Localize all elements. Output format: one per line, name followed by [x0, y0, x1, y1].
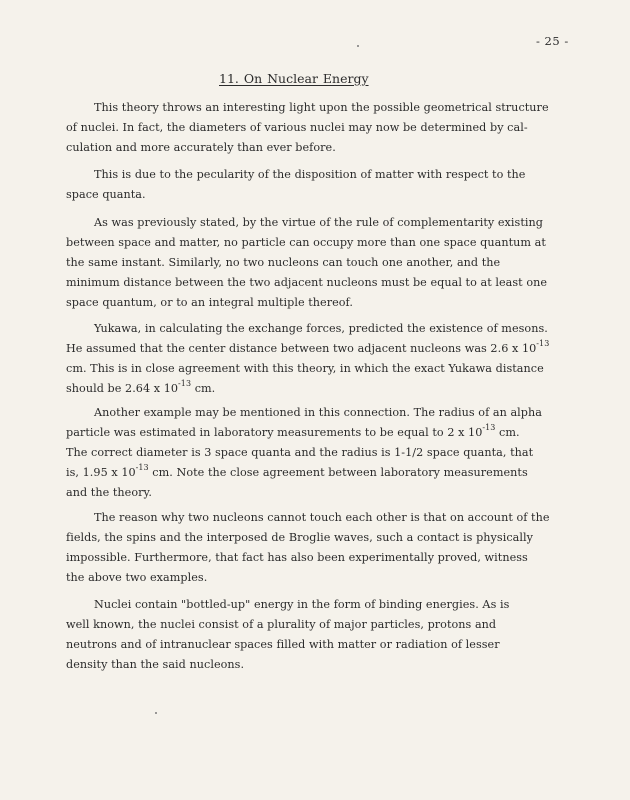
- paragraph-line: [66, 379, 574, 399]
- paragraph-line: minimum distance between the two adjacent nucleons must be equal to at least one: [66, 276, 548, 289]
- paragraph-line: Another example may be mentioned in this connection. The radius of an alpha: [94, 406, 542, 419]
- paragraph-line: well known, the nuclei consist of a plurality of major particles, protons and: [66, 618, 497, 631]
- paragraph-line: space quanta.: [66, 188, 146, 201]
- line-text: cm. Note the close agreement between laboratory measurements: [148, 466, 528, 479]
- paragraph-line: and the theory.: [66, 486, 153, 499]
- paragraph-line: the above two examples.: [66, 571, 208, 584]
- paragraph-line: culation and more accurately than ever before.: [66, 141, 336, 154]
- paragraph-line: This is due to the pecularity of the disposition of matter with respect to the: [94, 168, 526, 181]
- paragraph-line: Nuclei contain "bottled-up" energy in the form of binding energies. As is: [94, 598, 510, 611]
- paragraph-bottled-up-energy: [66, 595, 574, 675]
- line-text: He assumed that the center distance between two adjacent nucleons was 2.6 x 10: [66, 342, 537, 355]
- paragraph-alpha-particle: [66, 403, 574, 503]
- paragraph-line: cm. This is in close agreement with this theory, in which the exact Yukawa distance: [66, 362, 544, 375]
- paragraph-line: Yukawa, in calculating the exchange forces, predicted the existence of mesons.: [94, 322, 548, 335]
- paragraph-line: This theory throws an interesting light upon the possible geometrical structure: [94, 101, 549, 114]
- line-text: is, 1.95 x 10: [66, 466, 136, 479]
- paragraph-geometrical-structure: [66, 98, 574, 158]
- paper-speck: [357, 45, 359, 47]
- paragraph-line: The reason why two nucleons cannot touch each other is that on account of the: [94, 511, 550, 524]
- paper-speck: [155, 712, 157, 714]
- paragraph-nucleons-touch: [66, 508, 574, 588]
- line-text: should be 2.64 x 10: [66, 382, 179, 395]
- paragraph-line: [66, 339, 574, 359]
- paragraph-yukawa: [66, 319, 574, 399]
- exponent: -13: [482, 423, 496, 432]
- paragraph-line: As was previously stated, by the virtue of the rule of complementarity existing: [94, 216, 543, 229]
- paragraph-line: the same instant. Similarly, no two nucleons can touch one another, and the: [66, 256, 501, 269]
- paragraph-line: [66, 423, 574, 443]
- line-text: cm.: [191, 382, 216, 395]
- page-number: - 25 -: [536, 34, 569, 48]
- paragraph-line: impossible. Furthermore, that fact has also been experimentally proved, witness: [66, 551, 528, 564]
- paragraph-line: between space and matter, no particle can occupy more than one space quantum at: [66, 236, 546, 249]
- paragraph-complementarity: [66, 213, 574, 313]
- paragraph-pecularity: [66, 165, 574, 205]
- exponent: -13: [536, 339, 550, 348]
- exponent: -13: [135, 463, 149, 472]
- exponent: -13: [178, 379, 192, 388]
- paragraph-line: density than the said nucleons.: [66, 658, 245, 671]
- paragraph-line: [66, 463, 574, 483]
- paragraph-line: fields, the spins and the interposed de Broglie waves, such a contact is physically: [66, 531, 533, 544]
- line-text: particle was estimated in laboratory measurements to be equal to 2 x 10: [66, 426, 483, 439]
- line-text: cm.: [495, 426, 520, 439]
- paragraph-line: The correct diameter is 3 space quanta and the radius is 1-1/2 space quanta, that: [66, 446, 534, 459]
- section-title: 11. On Nuclear Energy: [219, 71, 369, 86]
- paragraph-line: of nuclei. In fact, the diameters of various nuclei may now be determined by cal-: [66, 121, 528, 134]
- paragraph-line: space quantum, or to an integral multiple thereof.: [66, 296, 353, 309]
- paragraph-line: neutrons and of intranuclear spaces filled with matter or radiation of lesser: [66, 638, 500, 651]
